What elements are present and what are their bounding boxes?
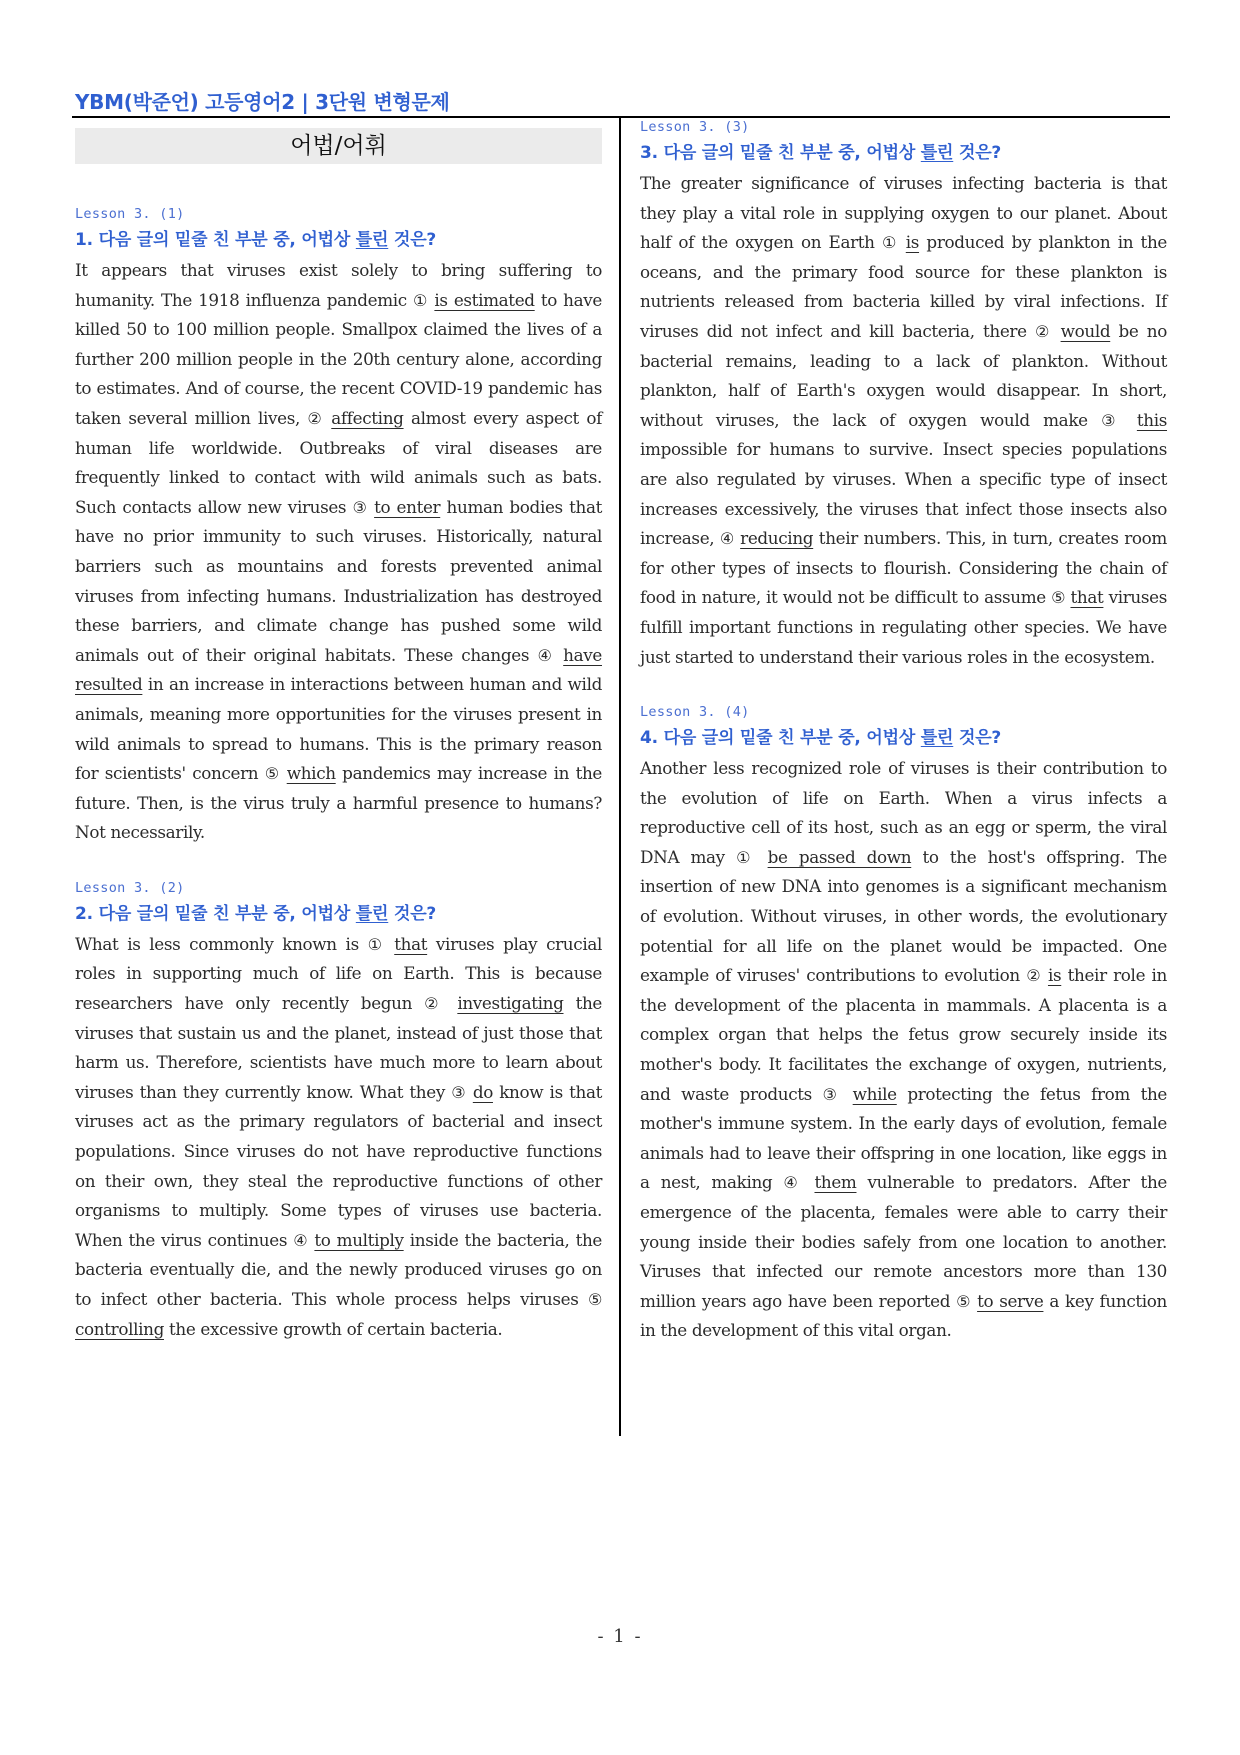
underlined-option: be passed down — [767, 846, 912, 867]
option-number: ② — [1034, 321, 1053, 341]
question-prompt-after: 것은? — [953, 143, 1002, 163]
question-prompt-underlined: 틀린 — [355, 230, 389, 250]
left-column — [75, 128, 602, 1344]
section-title: 어법/어휘 — [75, 128, 602, 164]
question-prompt-before: 다음 글의 밑줄 친 부분 중, 어법상 — [98, 230, 356, 250]
question-prompt-underlined: 틀린 — [920, 728, 954, 749]
option-number: ③ — [451, 1082, 467, 1102]
underlined-option: to enter — [374, 496, 441, 517]
underlined-option: affecting — [331, 407, 404, 428]
question-prompt-underlined: 틀린 — [920, 143, 954, 163]
right-column — [640, 117, 1167, 1346]
underlined-option: this — [1136, 409, 1168, 430]
option-number: ③ — [1101, 410, 1124, 430]
option-number: ① — [736, 847, 757, 867]
option-number: ① — [882, 233, 899, 253]
option-number: ③ — [352, 497, 368, 517]
question-1 — [75, 204, 602, 848]
option-number: ⑤ — [588, 1290, 602, 1309]
underlined-option: to serve — [977, 1290, 1044, 1311]
underlined-option: have resulted — [75, 644, 602, 695]
underlined-option: would — [1060, 320, 1111, 341]
underlined-option: that — [394, 933, 428, 954]
question-passage: It appears that viruses exist solely to bring suffering to humanity. The 1918 influenza pandemic ① is estimated to have killed 50 to 100 million people. Smallpox claimed the lives of a further 200 million people in the 20th century alone, according to estimates. And of course, the recent COVID-19 pandemic has taken several million lives, ② affecting almost every aspect of human life worldwide. Outbreaks of viral diseases are frequently linked to contact with wild animals such as bats. Such contacts allow new viruses ③ to enter human bodies that have no prior immunity to such viruses. Historically, natural barriers such as mountains and forests prevented animal viruses from infecting humans. Industrialization has destroyed these barriers, and climate change has pushed some wild animals out of their original habitats. These changes ④ have resulted in an increase in interactions between human and wild animals, meaning more opportunities for the viruses present in wild animals to spread to humans. This is the primary reason for scientists' concern ⑤ which pandemics may increase in the future. Then, is the virus truly a harmful presence to humans? Not necessarily. — [75, 260, 603, 843]
lesson-tag: Lesson 3. (1) — [75, 206, 185, 222]
question-3 — [640, 117, 1167, 672]
question-prompt-after: 것은? — [953, 728, 1002, 749]
underlined-option: which — [286, 763, 336, 784]
option-number: ② — [424, 994, 446, 1014]
question-title — [640, 722, 1167, 754]
lesson-tag: Lesson 3. (2) — [75, 879, 185, 896]
underlined-option: is estimated — [434, 289, 535, 310]
option-number: ④ — [719, 529, 735, 549]
question-title — [75, 898, 602, 930]
underlined-option: while — [852, 1083, 897, 1104]
page-header: YBM(박준언) 고등영어2 | 3단원 변형문제 — [75, 90, 450, 114]
underlined-option: investigating — [457, 993, 564, 1014]
question-prompt-before: 다음 글의 밑줄 친 부분 중, 어법상 — [98, 903, 356, 924]
question-number: 3. — [640, 143, 658, 163]
underlined-option: to multiply — [314, 1229, 404, 1250]
option-number: ⑤ — [1051, 588, 1066, 608]
question-gap — [640, 672, 1167, 702]
question-passage: Another less recognized role of viruses is their contribution to the evolution of life on Earth. When a virus infects a reproductive cell of its host, such as an egg or sperm, the viral DNA may ① be passed down to the host's offspring. The insertion of new DNA into genomes is a significant mechanism of evolution. Without viruses, in other words, the evolutionary potential for all life on the planet would be impacted. One example of viruses' contributions to evolution ② is their role in the development of the placenta in mammals. A placenta is a complex organ that helps the fetus grow securely inside its mother's body. It facilitates the exchange of oxygen, nutrients, and waste products ③ while protecting the fetus from the mother's immune system. In the early days of evolution, female animals had to leave their offspring in one location, like eggs in a nest, making ④ them vulnerable to predators. After the emergence of the placenta, females were able to carry their young inside their bodies safely from one location to another. Viruses that infected our remote ancestors more than 130 million years ago have been reported ⑤ to serve a key function in the development of this vital organ. — [640, 758, 1168, 1341]
option-number: ⑤ — [956, 1291, 972, 1311]
option-number: ⑤ — [264, 764, 281, 784]
column-divider — [619, 116, 621, 1436]
option-number: ④ — [293, 1230, 309, 1250]
underlined-option: them — [814, 1172, 857, 1193]
option-number: ② — [307, 408, 324, 428]
option-number: ④ — [537, 645, 555, 665]
underlined-option: reducing — [740, 528, 814, 549]
option-number: ① — [413, 290, 429, 310]
underlined-option: is — [905, 232, 920, 253]
question-number: 2. — [75, 903, 93, 924]
question-prompt-before: 다음 글의 밑줄 친 부분 중, 어법상 — [663, 728, 921, 749]
question-prompt-before: 다음 글의 밑줄 친 부분 중, 어법상 — [663, 143, 921, 163]
underlined-option: do — [472, 1081, 493, 1102]
question-prompt-after: 것은? — [388, 230, 437, 250]
option-number: ③ — [822, 1084, 843, 1104]
question-passage: What is less commonly known is ① that viruses play crucial roles in supporting much of life on Earth. This is because researchers have only recently begun ② investigating the viruses that sustain us and the planet, instead of just those that harm us. Therefore, scientists have much more to learn about viruses than they currently know. What they ③ do know is that viruses act as the primary regulators of bacterial and insect populations. Since viruses do not have reproductive functions on their own, they steal the reproductive functions of other organisms to multiply. Some types of viruses use bacteria. When the virus continues ④ to multiply inside the bacteria, the bacteria eventually die, and the newly produced viruses go on to infect other bacteria. This whole process helps viruses ⑤ controlling the excessive growth of certain bacteria. — [75, 933, 603, 1339]
option-number: ② — [1026, 966, 1042, 986]
question-number: 4. — [640, 728, 658, 749]
question-prompt-underlined: 틀린 — [355, 903, 389, 924]
underlined-option: is — [1047, 965, 1062, 986]
question-passage: The greater significance of viruses infecting bacteria is that they play a vital role in supplying oxygen to our planet. About half of the oxygen on Earth ① is produced by plankton in the oceans, and the primary food source for these plankton is nutrients released from bacteria killed by viral infections. If viruses did not infect and kill bacteria, there ② would be no bacterial remains, leading to a lack of plankton. Without plankton, half of Earth's oxygen would disappear. In short, without viruses, the lack of oxygen would make ③ this impossible for humans to survive. Insect species populations are also regulated by viruses. When a specific type of insect increases excessively, the viruses that infect those insects also increase, ④ reducing their numbers. This, in turn, creates room for other types of insects to flourish. Considering the chain of food in nature, it would not be difficult to assume ⑤ that viruses fulfill important functions in regulating other species. We have just started to understand their various roles in the ecosystem. — [640, 173, 1168, 667]
lesson-tag: Lesson 3. (4) — [640, 704, 750, 721]
option-number: ① — [367, 934, 386, 954]
underlined-option: that — [1070, 587, 1104, 608]
question-title — [640, 137, 1167, 169]
option-number: ④ — [783, 1173, 804, 1193]
question-2 — [75, 878, 602, 1344]
page-number: - 1 - — [597, 1626, 643, 1647]
lesson-tag: Lesson 3. (3) — [640, 119, 750, 135]
question-title — [75, 224, 602, 256]
underlined-option: controlling — [75, 1318, 164, 1339]
question-prompt-after: 것은? — [388, 903, 437, 924]
question-gap — [75, 848, 602, 878]
question-4 — [640, 702, 1167, 1346]
question-number: 1. — [75, 230, 93, 250]
